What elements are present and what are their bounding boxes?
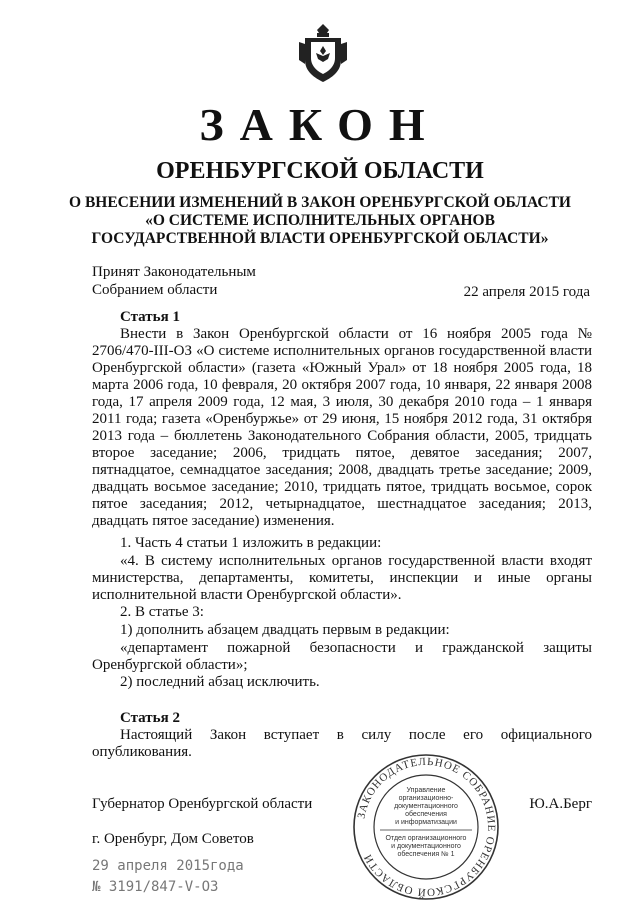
subtitle-line-3: ГОСУДАРСТВЕННОЙ ВЛАСТИ ОРЕНБУРГСКОЙ ОБЛАСТИ» bbox=[91, 230, 549, 247]
article-1-item-2: 2. В статье 3: bbox=[120, 604, 204, 620]
subtitle-line-2: «О СИСТЕМЕ ИСПОЛНИТЕЛЬНЫХ ОРГАНОВ bbox=[145, 212, 495, 229]
stamp-inner-line-6: Отдел организационного bbox=[385, 835, 467, 842]
signature-position: Губернатор Оренбургской области bbox=[92, 796, 313, 812]
article-1-heading: Статья 1 bbox=[120, 309, 180, 325]
stamp-inner-line-3: документационного bbox=[394, 803, 458, 810]
article-1-item-2-sub-1-text: «департамент пожарной безопасности и гражданской защиты Оренбургской области»; bbox=[92, 640, 592, 673]
stamp-ring-text: ЗАКОНОДАТЕЛЬНОЕ СОБРАНИЕ ОРЕНБУРГСКОЙ ОБЛАСТИ bbox=[355, 755, 498, 899]
adoption-line-1: Принят Законодательным bbox=[92, 264, 256, 280]
article-1-item-1-text: «4. В систему исполнительных органов государственной власти входят министерства, департаменты, комитеты, инспекции и иные органы исполнительной власти Оренбургской области». bbox=[92, 553, 592, 603]
adoption-date: 22 апреля 2015 года bbox=[463, 284, 590, 300]
subtitle-line-1: О ВНЕСЕНИИ ИЗМЕНЕНИЙ В ЗАКОН ОРЕНБУРГСКОЙ ОБЛАСТИ bbox=[69, 194, 571, 211]
document-title: ЗАКОН bbox=[199, 99, 441, 150]
svg-text:ЗАКОНОДАТЕЛЬНОЕ СОБРАНИЕ ОРЕНБ bbox=[356, 756, 497, 898]
stamp-inner-line-8: обеспечения № 1 bbox=[397, 851, 455, 858]
adoption-line-2: Собранием области bbox=[92, 282, 218, 298]
registration-date: 29 апреля 2015года bbox=[92, 858, 244, 874]
stamp-inner-line-4: обеспечения bbox=[405, 811, 447, 818]
stamp-inner-line-1: Управление bbox=[406, 787, 446, 794]
stamp-inner-line-5: и информатизации bbox=[395, 819, 457, 826]
article-1-item-2-sub-1: 1) дополнить абзацем двадцать первым в редакции: bbox=[120, 622, 450, 638]
stamp-inner-line-2: организационно- bbox=[398, 795, 454, 802]
coat-of-arms-emblem bbox=[297, 20, 349, 84]
article-2-text: Настоящий Закон вступает в силу после его официального опубликования. bbox=[92, 727, 592, 760]
stamp-inner-line-7: и документационного bbox=[391, 843, 461, 850]
signing-place: г. Оренбург, Дом Советов bbox=[92, 831, 254, 847]
official-round-stamp bbox=[344, 752, 508, 902]
registration-number: № 3191/847-V-ОЗ bbox=[92, 879, 219, 895]
region-title: ОРЕНБУРГСКОЙ ОБЛАСТИ bbox=[156, 158, 484, 184]
signature-name: Ю.А.Берг bbox=[529, 796, 592, 812]
article-1-item-2-sub-2: 2) последний абзац исключить. bbox=[120, 674, 320, 690]
article-2-heading: Статья 2 bbox=[120, 710, 180, 726]
article-1-item-1: 1. Часть 4 статьи 1 изложить в редакции: bbox=[120, 535, 382, 551]
article-1-intro: Внести в Закон Оренбургской области от 16 ноября 2005 года № 2706/470-III-ОЗ «О системе исполнительных органов государственной власти Оренбургской области» (газета «Южный Урал» от 18 ноября 2005 года, 18 марта 2006 года, 10 февраля, 20 октября 2007 года, 10 января, 22 января 2008 года, 17 апреля 2009 года, 12 мая, 3 июля, 30 декабря 2010 года – 1 января 2011 года; газета «Оренбуржье» от 29 июня, 15 ноября 2012 года, 31 октября 2013 года – бюллетень Законодательного Собрания области, 2005, тридцать второе заседание; 2006, тридцать пятое, девятое заседания; 2007, пятнадцатое, семнадцатое заседания; 2008, двадцать третье заседание; 2009, двадцать восьмое заседание; 2010, тридцать пятое, тридцать восьмое, сорок пятое заседания; 2012, четырнадцатое, шестнадцатое заседания; 2013, двадцать пятое заседание) изменения. bbox=[92, 326, 592, 529]
